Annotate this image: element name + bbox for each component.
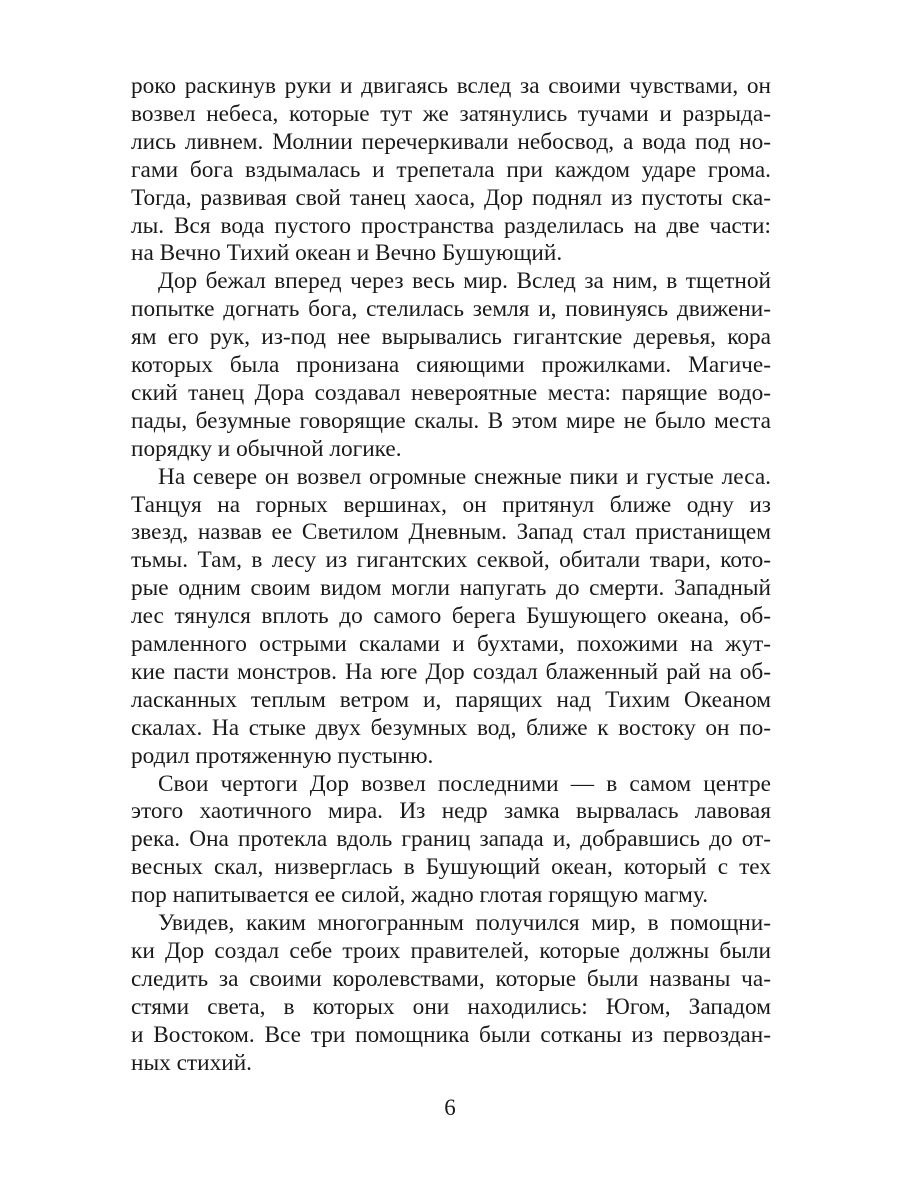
text-line: лы. Вся вода пустого пространства разделилась на две части: [131, 213, 771, 239]
text-line: звезд, назвав ее Светилом Дневным. Запад стал пристанищем [131, 519, 771, 545]
text-line: пор напитывается ее силой, жадно глотая горящую магму. [131, 882, 709, 908]
text-line: гами бога вздымалась и трепетала при каждом ударе грома. [131, 157, 771, 183]
text-line: которых была пронизана сияющими прожилками. Магиче- [131, 352, 771, 378]
text-line: река. Она протекла вдоль границ запада и, добравшись до от- [131, 826, 771, 852]
text-line: рые одним своим видом могли напугать до смерти. Западный [131, 575, 771, 601]
page-number: 6 [444, 1095, 456, 1120]
text-line: пады, безумные говорящие скалы. В этом мире не было места [131, 408, 771, 434]
text-line: следить за своими королевствами, которые были названы ча- [131, 966, 771, 992]
text-line: Тогда, развивая свой танец хаоса, Дор поднял из пустоты ска- [131, 185, 771, 211]
text-line: ям его рук, из-под нее вырывались гигантские деревья, кора [131, 324, 771, 350]
text-line: Танцуя на горных вершинах, он притянул ближе одну из [131, 492, 771, 518]
text-line: кие пасти монстров. На юге Дор создал блаженный рай на об- [131, 659, 771, 685]
text-line: роко раскинув руки и двигаясь вслед за своими чувствами, он [131, 73, 771, 99]
text-line: лес тянулся вплоть до самого берега Бушующего океана, об- [131, 603, 771, 629]
text-line: тьмы. Там, в лесу из гигантских секвой, обитали твари, кото- [131, 547, 771, 573]
text-line: порядку и обычной логике. [131, 436, 402, 462]
text-line: этого хаотичного мира. Из недр замка вырвалась лавовая [131, 798, 771, 824]
paragraph-first-line: Увидев, каким многогранным получился мир, в помощни- [158, 910, 771, 936]
text-line: весных скал, низверглась в Бушующий океан, который с тех [131, 854, 771, 880]
text-line: родил протяженную пустыню. [131, 743, 434, 769]
text-line: ки Дор создал себе троих правителей, которые должны были [131, 938, 771, 964]
text-line: возвел небеса, которые тут же затянулись тучами и разрыда- [131, 101, 771, 127]
text-line: ных стихий. [131, 1050, 252, 1076]
text-line: рамленного острыми скалами и бухтами, похожими на жут- [131, 631, 771, 657]
text-line: попытке догнать бога, стелилась земля и, повинуясь движени- [131, 296, 771, 322]
text-line: ласканных теплым ветром и, парящих над Тихим Океаном [131, 687, 771, 713]
text-line: и Востоком. Все три помощника были сотканы из первоздан- [131, 1022, 771, 1048]
text-line: на Вечно Тихий океан и Вечно Бушующий. [131, 240, 563, 266]
paragraph-first-line: На севере он возвел огромные снежные пики и густые леса. [158, 464, 771, 490]
text-line: стями света, в которых они находились: Югом, Западом [131, 994, 771, 1020]
text-line: скалах. На стыке двух безумных вод, ближе к востоку он по- [131, 715, 771, 741]
paragraph-first-line: Дор бежал вперед через весь мир. Вслед за ним, в тщетной [158, 268, 771, 294]
text-line: лись ливнем. Молнии перечеркивали небосвод, а вода под но- [131, 129, 771, 155]
paragraph-first-line: Свои чертоги Дор возвел последними — в самом центре [158, 771, 771, 797]
text-line: ский танец Дора создавал невероятные места: парящие водо- [131, 380, 771, 406]
